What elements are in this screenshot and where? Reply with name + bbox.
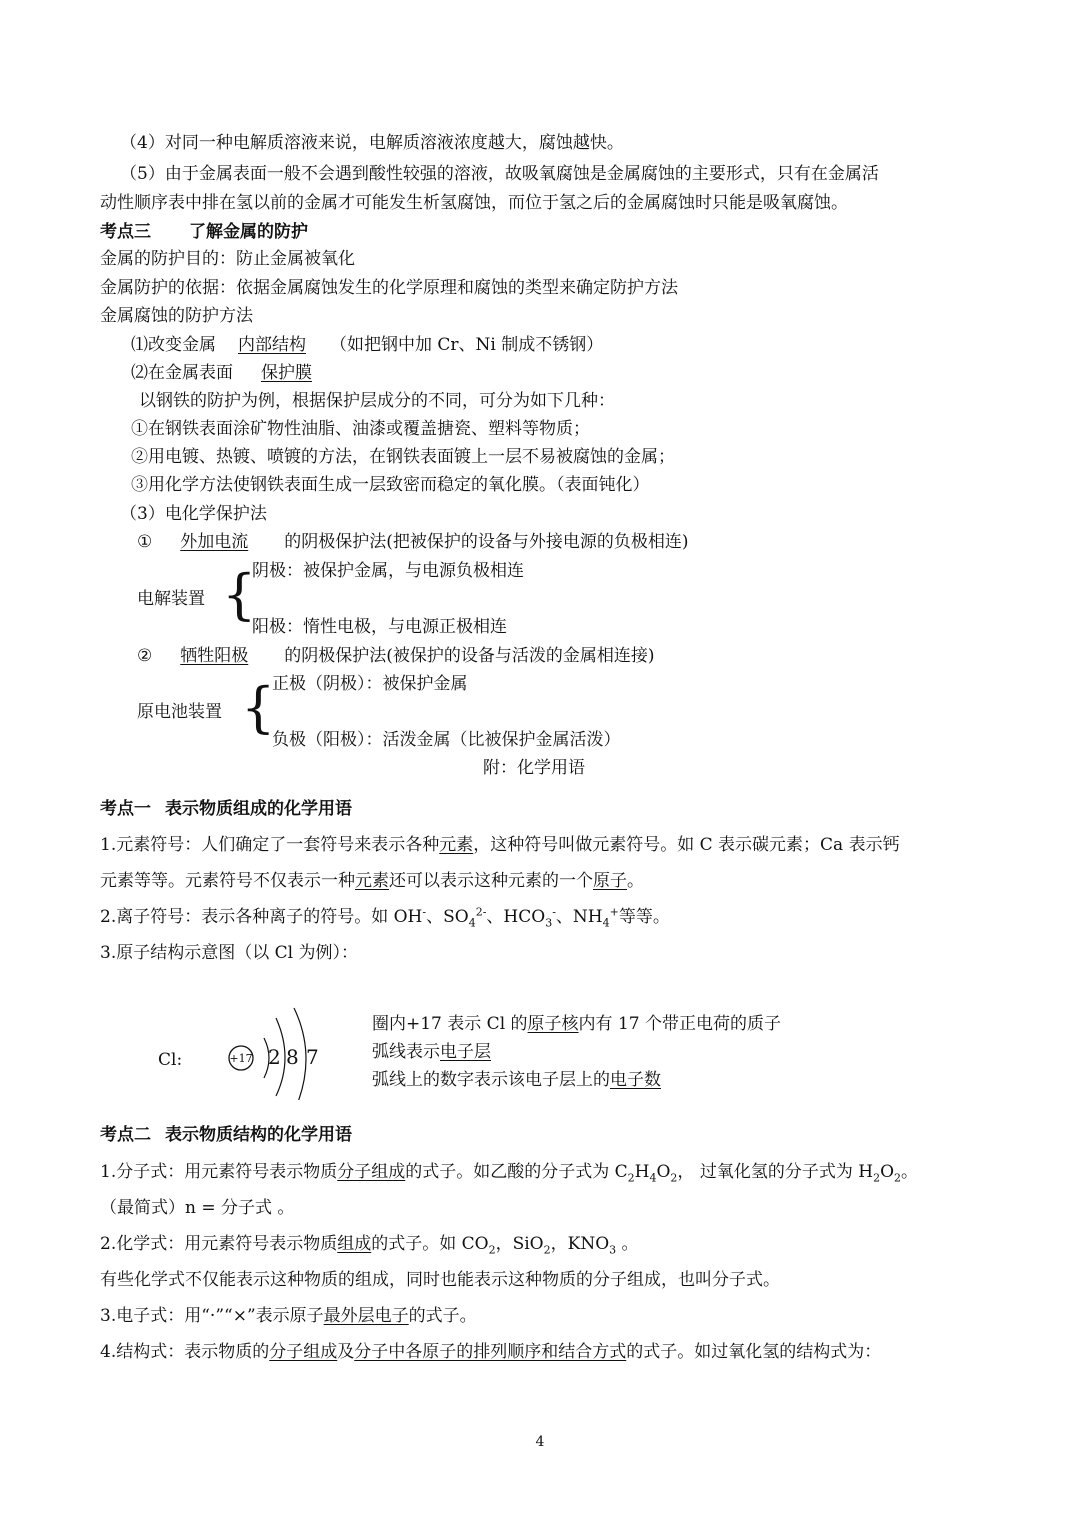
brace: { — [222, 563, 257, 626]
text-line: 正极（阴极）：被保护金属 — [272, 674, 468, 694]
text-line: ⑴改变金属 内部结构 （如把钢中加 Cr、Ni 制成不锈钢） — [131, 335, 604, 355]
section-heading: 考点二 表示物质结构的化学用语 — [100, 1125, 352, 1145]
text-line: 金属防护的依据：依据金属腐蚀发生的化学原理和腐蚀的类型来确定防护方法 — [100, 278, 678, 298]
section-heading: 考点三 了解金属的防护 — [100, 222, 308, 242]
text-line: ②用电镀、热镀、喷镀的方法，在钢铁表面镀上一层不易被腐蚀的金属； — [131, 447, 675, 467]
fill-blank: 牺牲阳极 — [180, 646, 249, 666]
text-line: 动性顺序表中排在氢以前的金属才可能发生析氢腐蚀，而位于氢之后的金属腐蚀时只能是吸氧腐蚀。 — [100, 193, 848, 213]
fill-blank: 外加电流 — [180, 532, 249, 552]
text-line: 阳极：惰性电极，与电源正极相连 — [252, 617, 507, 637]
atom-symbol: Cl: — [158, 1050, 183, 1070]
text-line: 2.化学式：用元素符号表示物质组成的式子。如 $CO_2$，SiO$_2$，$KNO_3$ 。 — [100, 1234, 639, 1257]
electron-count-3: 7 — [306, 1045, 319, 1069]
text-line: ⑵在金属表面 保护膜 — [131, 363, 312, 383]
text-line: 1.分子式：用元素符号表示物质分子组成的式子。如乙酸的分子式为 $C_2H_4O_2$， 过氧化氢的分子式为 $H_2O_2$。 — [100, 1162, 918, 1185]
text-line: ② 牺牲阳极 的阴极保护法(被保护的设备与活泼的金属相连接) — [137, 646, 655, 666]
text-line: 以钢铁的防护为例，根据保护层成分的不同，可分为如下几种： — [139, 391, 615, 411]
brace: { — [241, 676, 276, 739]
electron-count-2: 8 — [286, 1045, 299, 1069]
fill-blank: 内部结构 — [238, 335, 306, 355]
text-line: 1.元素符号：人们确定了一套符号来表示各种元素，这种符号叫做元素符号。如 C 表示碳元素；Ca 表示钙 — [100, 835, 900, 855]
text-line: 3.原子结构示意图（以 Cl 为例）： — [100, 943, 358, 963]
text-line: 金属腐蚀的防护方法 — [100, 306, 253, 326]
atom-structure-diagram — [220, 1000, 340, 1100]
text-line: 圈内+17 表示 Cl 的原子核内有 17 个带正电荷的质子 — [372, 1014, 781, 1034]
text-line: 负极（阳极）：活泼金属（比被保护金属活泼） — [272, 730, 621, 750]
section-heading: 考点一 表示物质组成的化学用语 — [100, 799, 352, 819]
text-line: （5）由于金属表面一般不会遇到酸性较强的溶液，故吸氧腐蚀是金属腐蚀的主要形式，只有在金属活 — [120, 164, 879, 184]
text-line: 元素等等。元素符号不仅表示一种元素还可以表示这种元素的一个原子。 — [100, 871, 644, 891]
text-line: 2.离子符号：表示各种离子的符号。如 OH-、$SO_4^{2-}$、$HCO_3^-$、$NH_4^+$等等。 — [100, 905, 670, 930]
text-line: 原电池装置 — [137, 702, 222, 722]
text-line: ③用化学方法使钢铁表面生成一层致密而稳定的氧化膜。（表面钝化） — [131, 475, 650, 495]
nucleus-label: +17 — [229, 1052, 253, 1065]
text-line: （最简式）n = 分子式 。 — [100, 1198, 295, 1218]
text-line: ①在钢铁表面涂矿物性油脂、油漆或覆盖搪瓷、塑料等物质； — [131, 419, 590, 439]
text-line: 有些化学式不仅能表示这种物质的组成，同时也能表示这种物质的分子组成，也叫分子式。 — [100, 1270, 780, 1290]
electron-count-1: 2 — [268, 1045, 281, 1069]
text-line: 4.结构式：表示物质的分子组成及分子中各原子的排列顺序和结合方式的式子。如过氧化氢的结构式为： — [100, 1342, 882, 1362]
text-line: （3）电化学保护法 — [120, 504, 267, 524]
text-line: 附：化学用语 — [483, 758, 585, 778]
text-line: 阴极：被保护金属，与电源负极相连 — [252, 561, 524, 581]
text-line: ① 外加电流 的阴极保护法(把被保护的设备与外接电源的负极相连) — [137, 532, 689, 552]
text-line: （4）对同一种电解质溶液来说，电解质溶液浓度越大，腐蚀越快。 — [120, 133, 624, 153]
text-line: 弧线表示电子层 — [372, 1042, 491, 1062]
text-line: 弧线上的数字表示该电子层上的电子数 — [372, 1070, 661, 1090]
text-line: 3.电子式：用“·”“×”表示原子最外层电子的式子。 — [100, 1306, 477, 1326]
page-number: 4 — [535, 1434, 545, 1450]
text-line: 金属的防护目的：防止金属被氧化 — [100, 249, 355, 269]
fill-blank: 保护膜 — [261, 363, 312, 383]
text-line: 电解装置 — [137, 589, 205, 609]
